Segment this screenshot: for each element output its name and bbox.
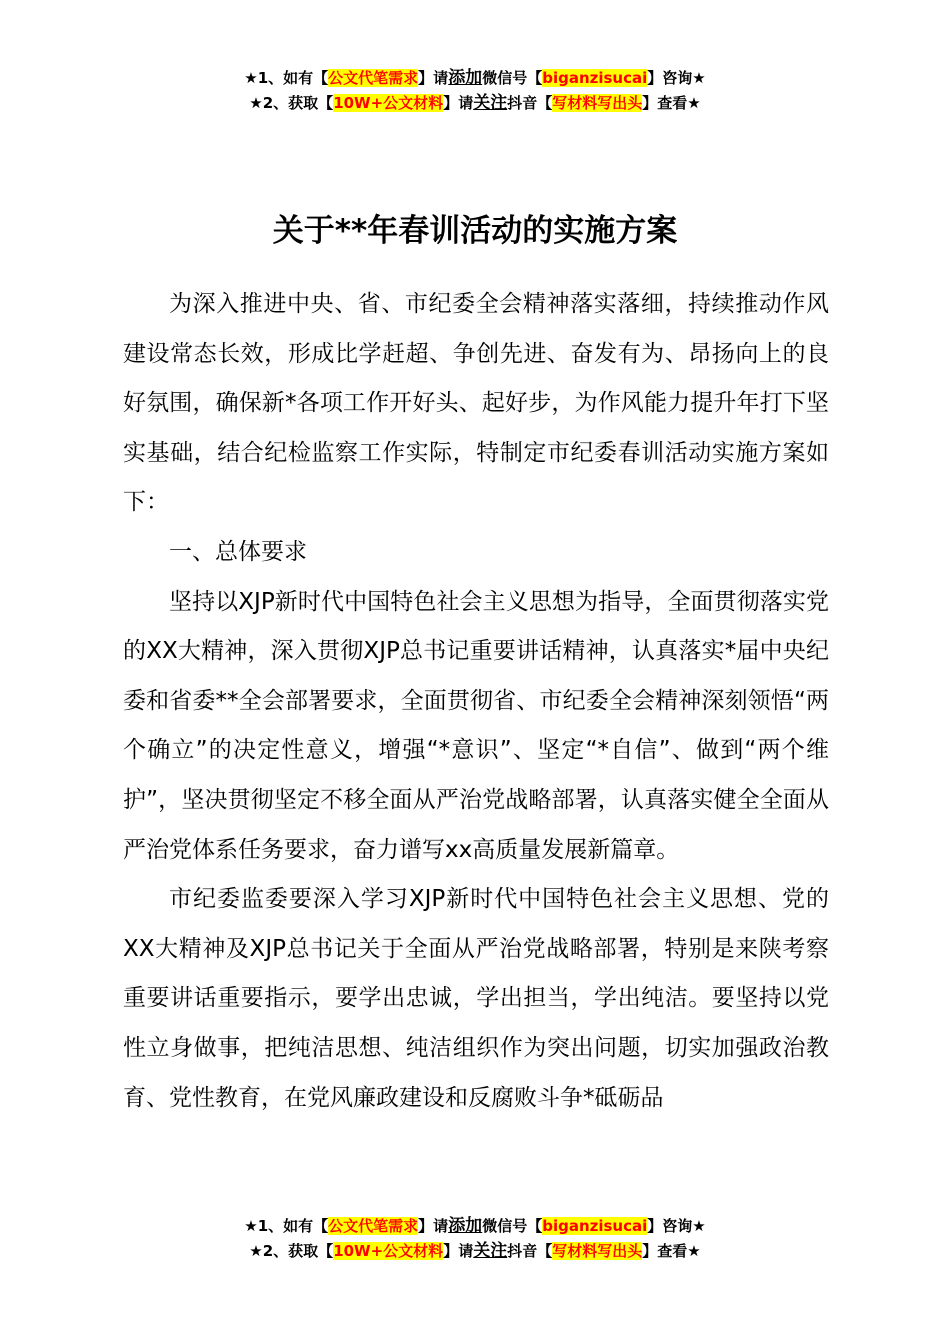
section-heading-1: 一、总体要求: [169, 538, 307, 565]
promo-text: 】请: [418, 69, 449, 87]
promo-emphasis: 添加: [448, 68, 483, 88]
promo-text: 】咨询★: [647, 1217, 706, 1235]
promo-highlight-service: 公文代笔需求: [328, 69, 419, 87]
promo-emphasis: 关注: [473, 93, 508, 113]
promo-text: 微信号【: [482, 69, 543, 87]
document-body: [123, 280, 829, 1123]
promo-text: 抖音【: [507, 94, 553, 112]
promo-line-2: [0, 91, 950, 116]
promo-highlight-wechat: biganzisucai: [542, 69, 648, 87]
promo-text: 】请: [443, 1242, 474, 1260]
promo-text: ★2、获取【: [249, 94, 334, 112]
promo-text: ★1、如有【: [244, 1217, 329, 1235]
promo-highlight-douyin: 写材料写出头: [552, 94, 643, 112]
promo-header: [0, 66, 950, 116]
promo-footer: [0, 1214, 950, 1264]
document-title: 关于**年春训活动的实施方案: [272, 213, 678, 249]
promo-text: 】请: [443, 94, 474, 112]
promo-line-2: [0, 1239, 950, 1264]
paragraph-commission: 市纪委监委要深入学习XJP新时代中国特色社会主义思想、党的XX大精神及XJP总书记关于全面从严治党战略部署，特别是来陕考察重要讲话重要指示，要学出忠诚，学出担当，学出纯洁。要坚持以党性立身做事，把纯洁思想、纯洁组织作为突出问题，切实加强政治教育、党性教育，在党风廉政建设和反腐败斗争*砥砺品: [123, 886, 829, 1111]
promo-highlight-service: 公文代笔需求: [328, 1217, 419, 1235]
promo-highlight-wechat: biganzisucai: [542, 1217, 648, 1235]
promo-text: 微信号【: [482, 1217, 543, 1235]
paragraph-requirements: 坚持以XJP新时代中国特色社会主义思想为指导，全面贯彻落实党的XX大精神，深入贯彻XJP总书记重要讲话精神，认真落实*届中央纪委和省委**全会部署要求，全面贯彻省、市纪委全会精神深刻领悟“两个确立”的决定性意义，增强“*意识”、坚定“*自信”、做到“两个维护”，坚决贯彻坚定不移全面从严治党战略部署，认真落实健全全面从严治党体系任务要求，奋力谱写xx高质量发展新篇章。: [123, 588, 830, 863]
promo-emphasis: 关注: [473, 1241, 508, 1261]
promo-highlight-douyin: 写材料写出头: [552, 1242, 643, 1260]
promo-highlight-materials: 10W+公文材料: [333, 1242, 444, 1260]
promo-line-1: [0, 66, 950, 91]
promo-text: 抖音【: [507, 1242, 553, 1260]
promo-text: ★1、如有【: [244, 69, 329, 87]
promo-text: 】咨询★: [647, 69, 706, 87]
promo-line-1: [0, 1214, 950, 1239]
promo-text: 】查看★: [642, 1242, 701, 1260]
promo-text: 】请: [418, 1217, 449, 1235]
promo-emphasis: 添加: [448, 1216, 483, 1236]
promo-highlight-materials: 10W+公文材料: [333, 94, 444, 112]
promo-text: ★2、获取【: [249, 1242, 334, 1260]
promo-text: 】查看★: [642, 94, 701, 112]
paragraph-intro: 为深入推进中央、省、市纪委全会精神落实落细，持续推动作风建设常态长效，形成比学赶超、争创先进、奋发有为、昂扬向上的良好氛围，确保新*各项工作开好头、起好步，为作风能力提升年打下坚实基础，结合纪检监察工作实际，特制定市纪委春训活动实施方案如下：: [123, 291, 829, 516]
